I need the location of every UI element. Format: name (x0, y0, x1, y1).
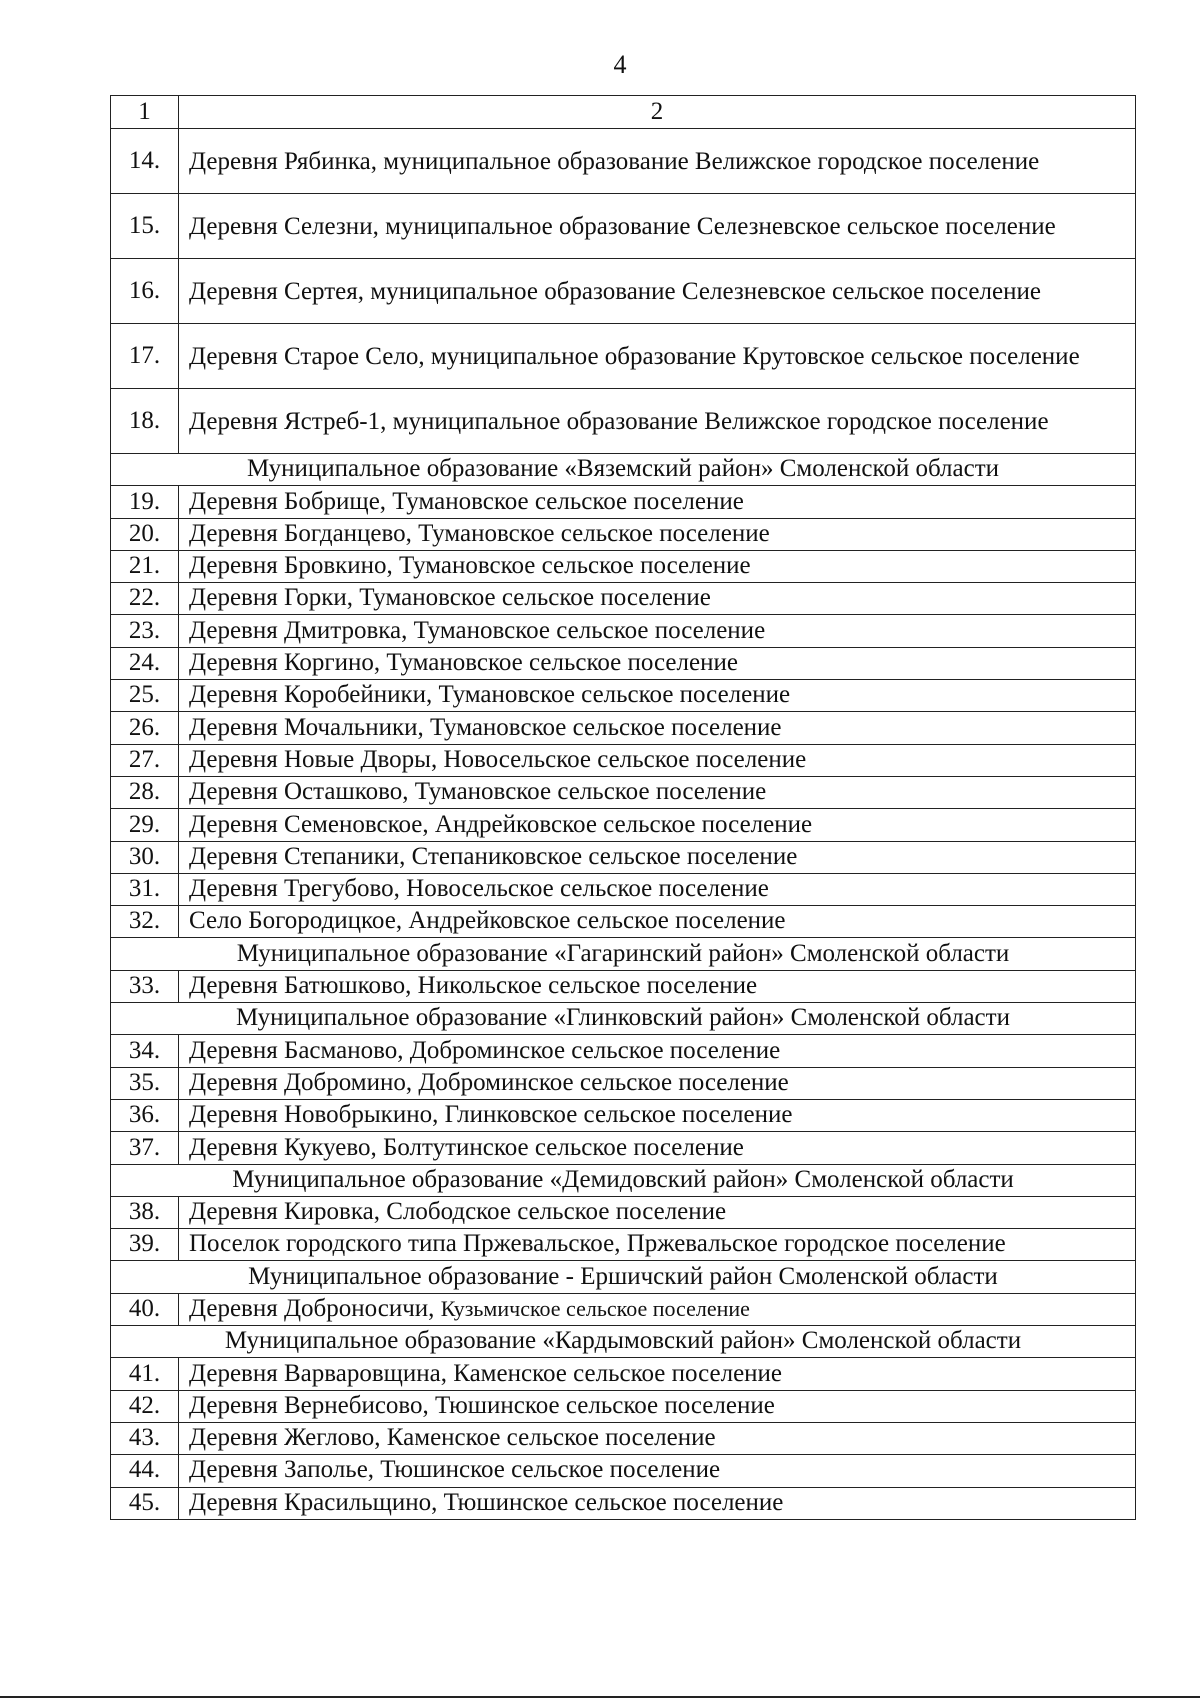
row-number: 22. (111, 583, 179, 615)
row-text: Деревня Старое Село, муниципальное образование Крутовское сельское поселение (179, 324, 1136, 389)
row-number: 32. (111, 906, 179, 938)
table-row (111, 1132, 1136, 1164)
table-row (111, 1035, 1136, 1067)
table-row (111, 1422, 1136, 1454)
table-row (111, 1487, 1136, 1519)
row-number: 25. (111, 680, 179, 712)
header-col-number: 1 (111, 96, 179, 129)
row-text: Деревня Рябинка, муниципальное образование Велижское городское поселение (179, 129, 1136, 194)
row-text: Деревня Горки, Тумановское сельское поселение (179, 583, 1136, 615)
table-row (111, 259, 1136, 324)
table-row (111, 1099, 1136, 1131)
table-row (111, 194, 1136, 259)
table-row (111, 1067, 1136, 1099)
row-number: 35. (111, 1067, 179, 1099)
table-row (111, 776, 1136, 808)
table-row (111, 647, 1136, 679)
table-row (111, 712, 1136, 744)
section-title: Муниципальное образование «Гагаринский район» Смоленской области (111, 938, 1136, 970)
row-text: Деревня Заполье, Тюшинское сельское поселение (179, 1455, 1136, 1487)
section-row (111, 1164, 1136, 1196)
table-row (111, 809, 1136, 841)
row-text: Деревня Осташково, Тумановское сельское поселение (179, 776, 1136, 808)
table-body (111, 96, 1136, 1520)
row-number: 39. (111, 1229, 179, 1261)
row-text: Деревня Красильщино, Тюшинское сельское поселение (179, 1487, 1136, 1519)
row-number: 28. (111, 776, 179, 808)
section-row (111, 1326, 1136, 1358)
settlements-table-container (110, 95, 1136, 1520)
row-text: Село Богородицкое, Андрейковское сельское поселение (179, 906, 1136, 938)
row-number: 15. (111, 194, 179, 259)
row-text: Деревня Новые Дворы, Новосельское сельское поселение (179, 744, 1136, 776)
row-number: 30. (111, 841, 179, 873)
row-number: 23. (111, 615, 179, 647)
section-title: Муниципальное образование «Демидовский район» Смоленской области (111, 1164, 1136, 1196)
row-number: 17. (111, 324, 179, 389)
section-row (111, 938, 1136, 970)
row-number: 45. (111, 1487, 179, 1519)
section-title: Муниципальное образование - Ершичский район Смоленской области (111, 1261, 1136, 1293)
table-row (111, 583, 1136, 615)
row-text: Деревня Селезни, муниципальное образование Селезневское сельское поселение (179, 194, 1136, 259)
row-number: 21. (111, 550, 179, 582)
table-row (111, 324, 1136, 389)
table-row (111, 680, 1136, 712)
section-title: Муниципальное образование «Глинковский район» Смоленской области (111, 1003, 1136, 1035)
row-number: 38. (111, 1196, 179, 1228)
row-number: 27. (111, 744, 179, 776)
row-number: 26. (111, 712, 179, 744)
row-text: Деревня Семеновское, Андрейковское сельское поселение (179, 809, 1136, 841)
row-text: Деревня Бобрище, Тумановское сельское поселение (179, 486, 1136, 518)
row-text (179, 1293, 1136, 1325)
row-number: 18. (111, 389, 179, 454)
table-row (111, 1455, 1136, 1487)
page-number: 4 (613, 50, 627, 79)
row-number: 19. (111, 486, 179, 518)
row-number: 37. (111, 1132, 179, 1164)
table-row (111, 906, 1136, 938)
table-row (111, 550, 1136, 582)
table-row (111, 1390, 1136, 1422)
settlements-table (110, 95, 1136, 1520)
row-number: 14. (111, 129, 179, 194)
table-row (111, 518, 1136, 550)
table-row (111, 744, 1136, 776)
row-text-small: Кузьмичское сельское поселение (440, 1295, 750, 1321)
row-number: 40. (111, 1293, 179, 1325)
row-text: Деревня Дмитровка, Тумановское сельское поселение (179, 615, 1136, 647)
row-text: Деревня Жеглово, Каменское сельское поселение (179, 1422, 1136, 1454)
table-row (111, 1293, 1136, 1325)
section-row (111, 1261, 1136, 1293)
section-row (111, 454, 1136, 486)
table-row (111, 970, 1136, 1002)
row-text: Деревня Басманово, Доброминское сельское поселение (179, 1035, 1136, 1067)
table-row (111, 841, 1136, 873)
row-text: Деревня Богданцево, Тумановское сельское поселение (179, 518, 1136, 550)
row-number: 41. (111, 1358, 179, 1390)
row-text: Деревня Добромино, Доброминское сельское поселение (179, 1067, 1136, 1099)
row-number: 24. (111, 647, 179, 679)
table-row (111, 1196, 1136, 1228)
row-text-main: Деревня Доброносичи, (189, 1294, 441, 1322)
table-row (111, 1358, 1136, 1390)
row-number: 29. (111, 809, 179, 841)
table-row (111, 486, 1136, 518)
row-text: Деревня Степаники, Степаниковское сельское поселение (179, 841, 1136, 873)
row-number: 16. (111, 259, 179, 324)
row-number: 44. (111, 1455, 179, 1487)
row-text: Деревня Ястреб-1, муниципальное образование Велижское городское поселение (179, 389, 1136, 454)
table-row (111, 615, 1136, 647)
header-col-name: 2 (179, 96, 1136, 129)
table-row (111, 389, 1136, 454)
row-text: Деревня Коробейники, Тумановское сельское поселение (179, 680, 1136, 712)
row-text: Деревня Сертея, муниципальное образование Селезневское сельское поселение (179, 259, 1136, 324)
row-number: 36. (111, 1099, 179, 1131)
row-text: Деревня Кукуево, Болтутинское сельское поселение (179, 1132, 1136, 1164)
row-text: Деревня Трегубово, Новосельское сельское поселение (179, 873, 1136, 905)
page-bottom-rule (0, 1696, 1200, 1698)
row-text: Деревня Бровкино, Тумановское сельское поселение (179, 550, 1136, 582)
row-text: Деревня Батюшково, Никольское сельское поселение (179, 970, 1136, 1002)
row-text: Деревня Кировка, Слободское сельское поселение (179, 1196, 1136, 1228)
row-number: 43. (111, 1422, 179, 1454)
row-number: 34. (111, 1035, 179, 1067)
section-title: Муниципальное образование «Вяземский район» Смоленской области (111, 454, 1136, 486)
section-row (111, 1003, 1136, 1035)
row-text: Деревня Новобрыкино, Глинковское сельское поселение (179, 1099, 1136, 1131)
row-text: Поселок городского типа Пржевальское, Пржевальское городское поселение (179, 1229, 1136, 1261)
table-row (111, 873, 1136, 905)
row-number: 33. (111, 970, 179, 1002)
table-row (111, 129, 1136, 194)
row-text: Деревня Мочальники, Тумановское сельское поселение (179, 712, 1136, 744)
row-number: 31. (111, 873, 179, 905)
section-title: Муниципальное образование «Кардымовский район» Смоленской области (111, 1326, 1136, 1358)
row-text: Деревня Варваровщина, Каменское сельское поселение (179, 1358, 1136, 1390)
row-text: Деревня Коргино, Тумановское сельское поселение (179, 647, 1136, 679)
row-number: 20. (111, 518, 179, 550)
row-text: Деревня Вернебисово, Тюшинское сельское поселение (179, 1390, 1136, 1422)
table-row (111, 1229, 1136, 1261)
table-header-row (111, 96, 1136, 129)
row-number: 42. (111, 1390, 179, 1422)
